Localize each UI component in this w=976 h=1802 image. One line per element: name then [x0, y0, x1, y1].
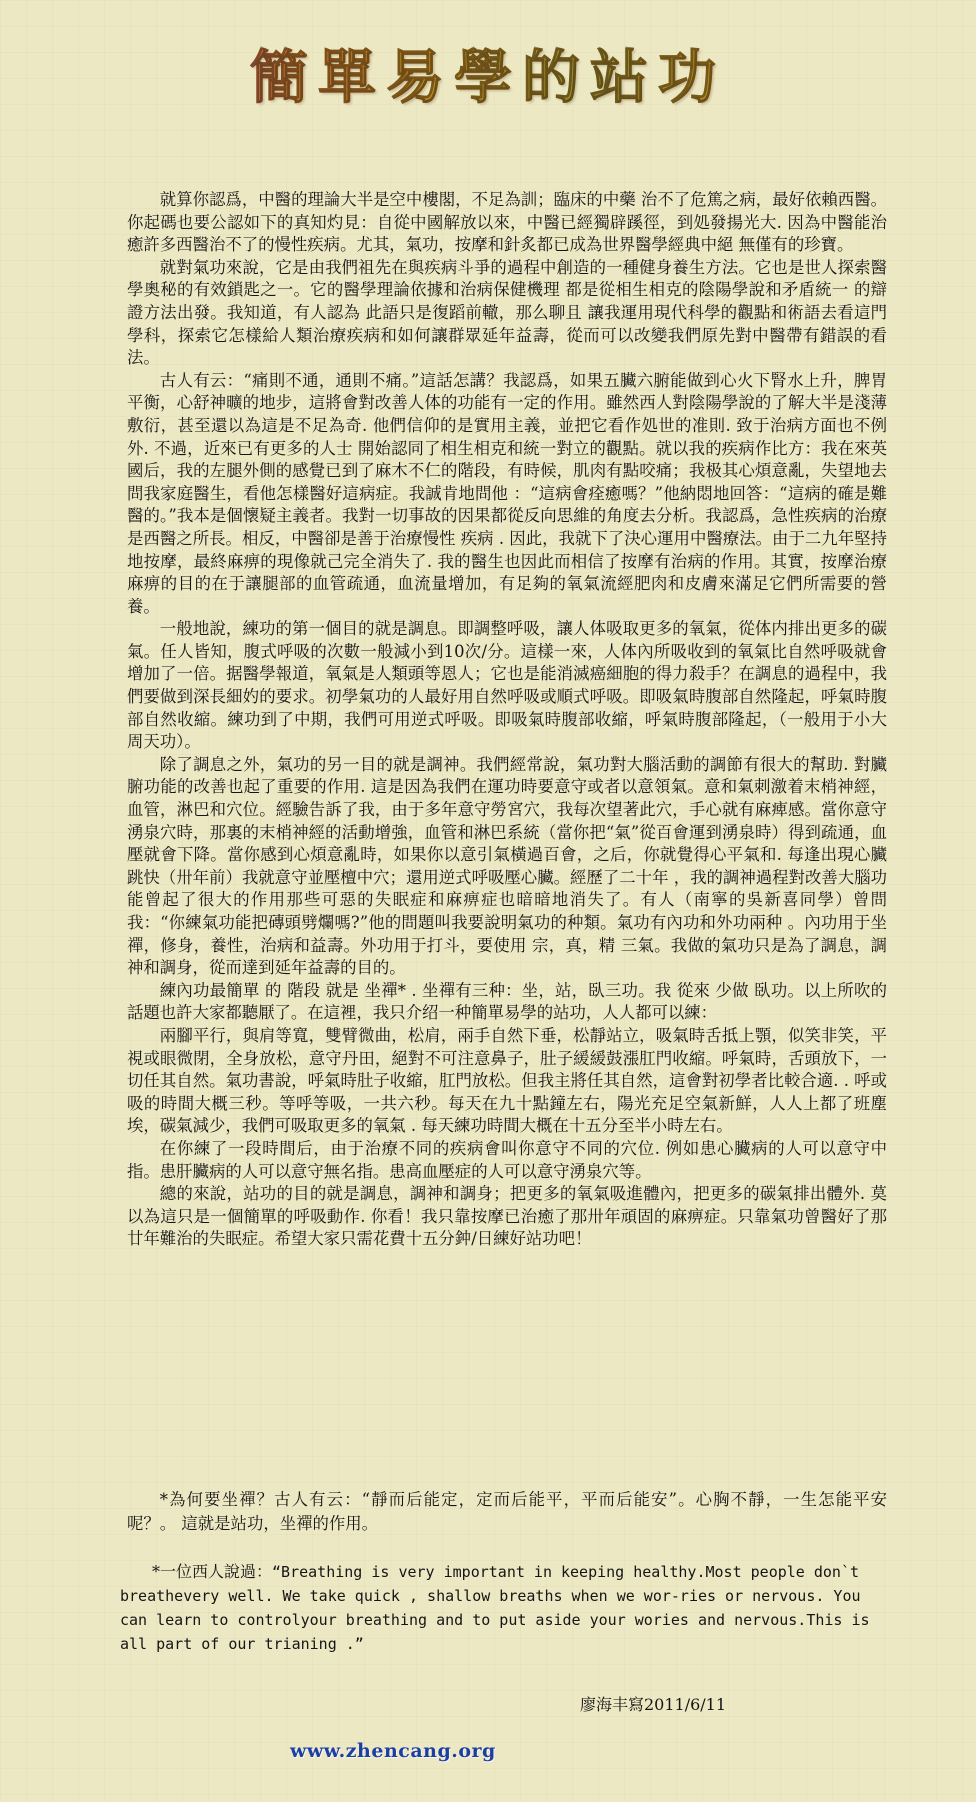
paragraph: 古人有云：“痛則不通，通則不痛。”這話怎講？我認爲，如果五臟六腑能做到心火下腎水上升，脾胃平衡，心舒神曠的地步，這將會對改善人体的功能有一定的作用。雖然西人對陰陽學說的了解大半是淺薄敷衍，甚至還以為這是不足為奇. 他們信仰的是實用主義，並把它看作処世的准則. 致于治病方面也不例外. 不過，近來已有更多的人士 開始認同了相生相克和統一對立的觀點。就以我的疾病作比方：我在來英國后，我的左腿外側的感覺已到了麻木不仁的階段，有時候，肌肉有點咬痛；我极其心煩意亂，失望地去問我家庭醫生，看他怎樣醫好這病症。我誠肯地問他 ：“這病會痊癒嗎？”他納悶地回答：“這病的確是難醫的。”我本是個懷疑主義者。我對一切事故的因果都從反向思維的角度去分析。我認爲，急性疾病的治療是西醫之所長。相反，中醫卻是善于治療慢性 疾病 . 因此，我就下了決心運用中醫療法。由于二九年堅持地按摩，最終麻痹的現像就己完全消失了. 我的醫生也因此而相信了按摩有治病的作用。其實，按摩治療麻痹的目的在于讓腿部的血管疏通，血流量增加，有足夠的氧氣流經肥肉和皮膚來滿足它們所需要的營養。 — [127, 370, 887, 616]
paragraph: 除了調息之外，氣功的另一目的就是調神。我們經常說，氣功對大腦活動的調節有很大的幫助. 對臟腑功能的改善也起了重要的作用. 這是因為我們在運功時要意守或者以意領氣。意和氣刺激着末梢神經，血管，淋巴和穴位。經驗告訴了我，由于多年意守勞宮穴，我每次望著此穴，手心就有麻痺感。當你意守湧泉穴時，那裏的末梢神經的活動增強，血管和淋巴系統（當你把“氣”從百會運到湧泉時）得到疏通，血壓就會下降。當你感到心煩意亂時，如果你以意引氣橫過百會，之后，你就覺得心平氣和. 每逢出現心臟跳快（卅年前）我就意守並壓檀中穴；還用逆式呼吸壓心臟。經歷了二十年 ，我的調神過程對改善大腦功能曾起了很大的作用那些可惡的失眠症和麻痹症也暗暗地消失了。有人（南寧的吳新喜同學）曾問我：“你練氣功能把磚頭劈爛嗎?”他的問題叫我要說明氣功的种類。氣功有內功和外功兩种 。內功用于坐禪，修身，養性，治病和益壽。外功用于打斗，要使用 宗，真，精 三氣。我做的氣功只是為了調息，調神和調身，從而達到延年益壽的目的。 — [127, 754, 887, 978]
footnote-quote-lead: *一位西人說過： — [152, 1562, 273, 1581]
footnote-text: *為何要坐禪？古人有云：“靜而后能定，定而后能平，平而后能安”。心胸不靜，一生怎能平安呢？。 這就是站功，坐禪的作用。 — [127, 1490, 887, 1533]
footnote-quote-paragraph — [120, 1560, 895, 1656]
article-body — [127, 189, 887, 1251]
paragraph: 在你練了一段時間后，由于治療不同的疾病會叫你意守不同的穴位. 例如患心臟病的人可以意守中指。患肝臟病的人可以意守無名指。患高血壓症的人可以意守湧泉穴等。 — [127, 1138, 887, 1181]
author-signature: 廖海丰寫2011/6/11 — [580, 1695, 727, 1714]
website-link[interactable]: www.zhencang.org — [290, 1740, 496, 1762]
paragraph: 兩腳平行，與肩等寬，雙臂微曲，松肩，兩手自然下垂，松靜站立，吸氣時舌抵上顎，似笑非笑，平視或眼微閉，全身放松，意守丹田，絕對不可注意鼻子，肚子緩緩鼓漲肛門收縮。呼氣時，舌頭放下，一切任其自然。氣功書說，呼氣時肚子收縮，肛門放松。但我主將任其自然，這會對初學者比較合適. . 呼或吸的時間大概三秒。等呼等吸，一共六秒。每天在九十點鐘左右，陽光充足空氣新鮮，人人上都了班塵埃，碳氣減少，我們可吸取更多的氧氣 . 每天練功時間大概在十五分至半小時左右。 — [127, 1025, 887, 1136]
page-title: 簡單易學的站功 — [0, 48, 976, 106]
paragraph: 練內功最簡單 的 階段 就是 坐禪* . 坐禪有三种：坐，站，臥三功。我 從來 少做 臥功。以上所吹的話題也許大家都聽厭了。在這裡，我只介绍一种簡單易學的站功，人人都可以練： — [127, 980, 887, 1023]
footnote-quote — [120, 1560, 895, 1656]
paragraph: 一般地說，練功的第一個目的就是調息。即調整呼吸，讓人体吸取更多的氧氣，從体内排出更多的碳氣。任人皆知，腹式呼吸的次數一般減小到10次/分。這樣一來，人体內所吸收到的氧氣比自然呼吸就會增加了一倍。据醫學報道，氧氣是人類頭等恩人；它也是能消滅癌細胞的得力殺手？在調息的過程中，我們要做到深長細妁的要求。初學氣功的人最好用自然呼吸或順式呼吸。即吸氣時腹部自然隆起，呼氣時腹部自然收縮。練功到了中期，我們可用逆式呼吸。即吸氣時腹部收縮，呼氣時腹部隆起，（一般用于小大周天功）。 — [127, 619, 887, 752]
footnote-sitting-meditation — [127, 1488, 887, 1536]
paragraph: 就算你認爲，中醫的理論大半是空中樓閣，不足為訓；臨床的中藥 治不了危篤之病，最好依賴西醫。你起碼也要公認如下的真知灼見：自從中國解放以來，中醫已經獨辟蹊徑，到処發揚光大. 因為中醫能治癒許多西醫治不了的慢性疾病。尤其，氣功，按摩和針炙都已成為世界醫學經典中絕 無僅有的珍寶。 — [127, 190, 887, 255]
paragraph: 就對氣功來說，它是由我們祖先在與疾病斗爭的過程中創造的一種健身養生方法。它也是世人探索醫學奧秘的有效鎖匙之一。它的醫學理論依據和治病保健機理 都是從相生相克的陰陽學說和矛盾統一 的辯證方法出發。我知道，有人認為 此語只是復蹈前轍，那么聊且 讓我運用現代科學的觀點和術語去看這門學科，探索它怎樣給人類治療疾病和如何讓群眾延年益壽，從而可以改變我們原先對中醫帶有錯誤的看法。 — [127, 257, 887, 368]
english-quote: “Breathing is very important in keeping healthy.Most people don`t breathevery well. We take quick , shallow breaths when we wor-ries or nervous. You can learn to controlyour breathing and to put aside your wories and nervous.This is all part of our trianing .” — [120, 1563, 870, 1653]
paragraph: 總的來說，站功的目的就是調息，調神和調身；把更多的氧氣吸進體內，把更多的碳氣排出體外. 莫以為這只是一個簡單的呼吸動作. 你看！我只靠按摩已治癒了那卅年頑固的麻痹症。只靠氣功曾醫好了那廿年難治的失眠症。希望大家只需花費十五分鈡/日練好站功吧！ — [127, 1184, 887, 1249]
